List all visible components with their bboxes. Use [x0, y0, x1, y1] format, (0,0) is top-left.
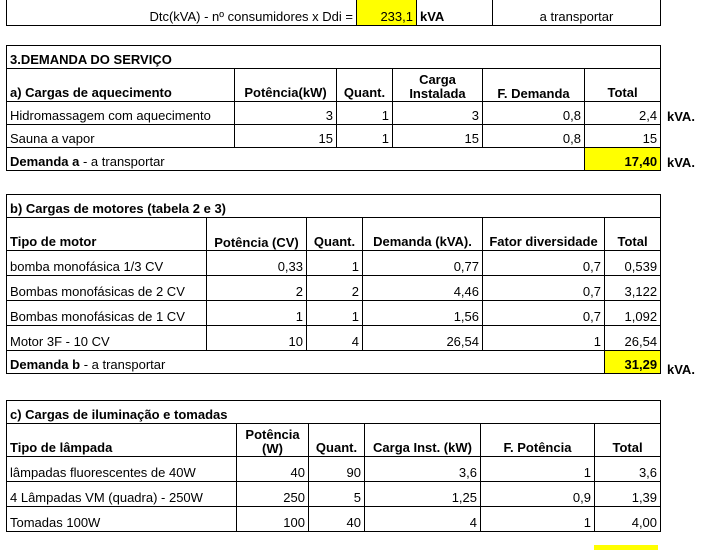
row-f-demanda: 0,8: [483, 102, 585, 125]
header-f-demanda: F. Demanda: [483, 69, 585, 102]
row-potencia: 0,33: [207, 251, 307, 276]
header-f-potencia: F. Potência: [481, 424, 595, 457]
dtc-unit: kVA: [417, 0, 493, 26]
table-row: [7, 457, 661, 482]
dtc-value: 233,1: [357, 0, 417, 26]
header-potencia-w: Potência (W): [237, 424, 309, 457]
row-quant: 5: [309, 482, 365, 507]
row-fator: 0,7: [483, 251, 605, 276]
header-total: Total: [595, 424, 661, 457]
row-quant: 4: [307, 326, 363, 351]
row-name: bomba monofásica 1/3 CV: [7, 251, 207, 276]
row-potencia: 1: [207, 301, 307, 326]
row-f-potencia: 1: [481, 457, 595, 482]
header-quant: Quant.: [337, 69, 393, 102]
row-f-demanda: 0,8: [483, 125, 585, 148]
row-demanda: 1,56: [363, 301, 483, 326]
row-fator: 0,7: [483, 301, 605, 326]
row-potencia: 40: [237, 457, 309, 482]
row-carga: 1,25: [365, 482, 481, 507]
table-row: [7, 301, 661, 326]
row-f-potencia: 0,9: [481, 482, 595, 507]
row-total: 15: [585, 125, 661, 148]
row-quant: 1: [307, 251, 363, 276]
dtc-summary-row: [6, 0, 661, 26]
table-cargas-motores: [6, 194, 661, 374]
row-name: Bombas monofásicas de 2 CV: [7, 276, 207, 301]
row-potencia: 10: [207, 326, 307, 351]
row-potencia: 2: [207, 276, 307, 301]
section-b-title: b) Cargas de motores (tabela 2 e 3): [7, 195, 661, 218]
dtc-formula-label: Dtc(kVA) - nº consumidores x Ddi =: [7, 0, 357, 26]
row-quant: 90: [309, 457, 365, 482]
table-row: [7, 326, 661, 351]
row-name: 4 Lâmpadas VM (quadra) - 250W: [7, 482, 237, 507]
row-total: 2,4: [585, 102, 661, 125]
row-total: 4,00: [595, 507, 661, 532]
row-quant: 1: [307, 301, 363, 326]
row-name: Bombas monofásicas de 1 CV: [7, 301, 207, 326]
header-total: Total: [585, 69, 661, 102]
section-title-demanda-servico: 3.DEMANDA DO SERVIÇO: [7, 46, 661, 69]
demanda-b-unit: kVA.: [667, 362, 695, 377]
row-fator: 0,7: [483, 276, 605, 301]
header-carga-instalada: Carga Instalada: [393, 69, 483, 102]
section-a-subtitle: a) Cargas de aquecimento: [7, 69, 235, 102]
table-row: [7, 251, 661, 276]
header-demanda-kva: Demanda (kVA).: [363, 218, 483, 251]
row-quant: 1: [337, 102, 393, 125]
row-total: 26,54: [605, 326, 661, 351]
row-total: 1,092: [605, 301, 661, 326]
row-quant: 1: [337, 125, 393, 148]
row-name: Hidromassagem com aquecimento: [7, 102, 235, 125]
table-cargas-iluminacao: [6, 400, 661, 532]
row-demanda: 0,77: [363, 251, 483, 276]
demanda-a-value: 17,40: [585, 148, 661, 171]
row-potencia: 100: [237, 507, 309, 532]
header-tipo-motor: Tipo de motor: [7, 218, 207, 251]
table-cargas-aquecimento: [6, 45, 661, 171]
table-row: [7, 102, 661, 125]
row-name: lâmpadas fluorescentes de 40W: [7, 457, 237, 482]
row-potencia: 15: [235, 125, 337, 148]
header-potencia-cv: Potência (CV): [207, 218, 307, 251]
row-name: Sauna a vapor: [7, 125, 235, 148]
row-total: 0,539: [605, 251, 661, 276]
header-total: Total: [605, 218, 661, 251]
row-name: Motor 3F - 10 CV: [7, 326, 207, 351]
header-quant: Quant.: [307, 218, 363, 251]
row-f-potencia: 1: [481, 507, 595, 532]
demanda-a-unit: kVA.: [667, 155, 695, 170]
table-row: [7, 507, 661, 532]
header-quant: Quant.: [309, 424, 365, 457]
row-carga: 3: [393, 102, 483, 125]
table-row: [7, 125, 661, 148]
row-total: 3,122: [605, 276, 661, 301]
table-row: [7, 482, 661, 507]
row-demanda: 4,46: [363, 276, 483, 301]
header-tipo-lampada: Tipo de lâmpada: [7, 424, 237, 457]
demanda-a-label: Demanda a - a transportar: [7, 148, 585, 171]
section-c-title: c) Cargas de iluminação e tomadas: [7, 401, 661, 424]
row-quant: 40: [309, 507, 365, 532]
row-fator: 1: [483, 326, 605, 351]
row-name: Tomadas 100W: [7, 507, 237, 532]
row-potencia: 3: [235, 102, 337, 125]
row-potencia: 250: [237, 482, 309, 507]
header-potencia-kw: Potência(kW): [235, 69, 337, 102]
demanda-b-value: 31,29: [605, 351, 661, 374]
row-carga: 15: [393, 125, 483, 148]
demanda-c-highlight-partial: [594, 545, 658, 550]
table-row: [7, 276, 661, 301]
row-carga: 4: [365, 507, 481, 532]
row-total: 1,39: [595, 482, 661, 507]
row-unit-kva: kVA.: [667, 109, 695, 124]
demanda-b-label: Demanda b - a transportar: [7, 351, 605, 374]
header-carga-inst: Carga Inst. (kW): [365, 424, 481, 457]
dtc-transport-note: a transportar: [493, 0, 661, 26]
row-total: 3,6: [595, 457, 661, 482]
row-demanda: 26,54: [363, 326, 483, 351]
row-carga: 3,6: [365, 457, 481, 482]
row-quant: 2: [307, 276, 363, 301]
header-fator-diversidade: Fator diversidade: [483, 218, 605, 251]
